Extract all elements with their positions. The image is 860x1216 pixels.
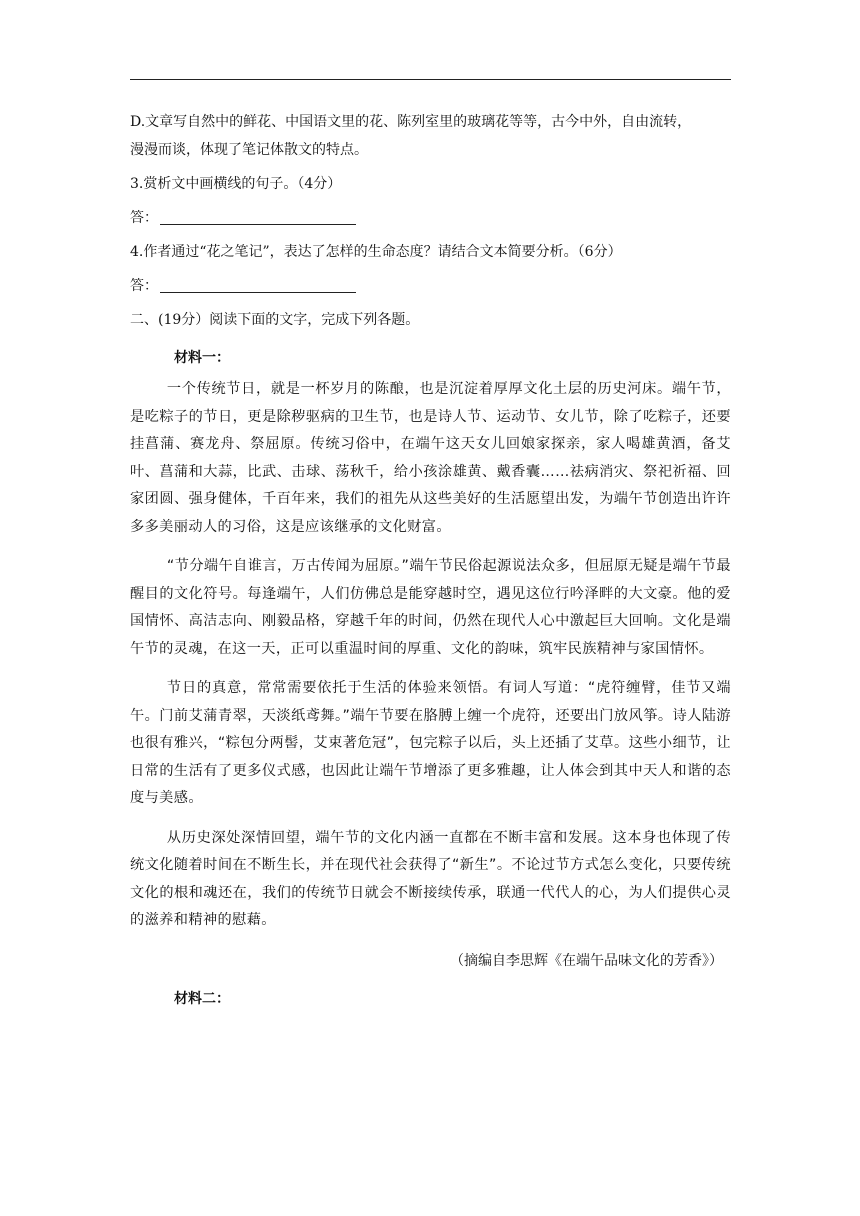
section-two-title: 二、(19分）阅读下面的文字，完成下列各题。 (130, 312, 420, 328)
material-one-paragraph: 节日的真意，常常需要依托于生活的体验来领悟。有词人写道：“虎符缠臂，佳节又端午。门前艾蒲青翠，天淡纸鸢舞。”端午节要在胳膊上缠一个虎符，还要出门放风筝。诗人陆游也很有雅兴，“粽包分两髻，艾束著危冠”，包完粽子以后，头上还插了艾草。这些小细节，让日常的生活有了更多仪式感，也因此让端午节增添了更多雅趣，让人体会到其中天人和谐的态度与美感。 (130, 680, 731, 806)
material-one-paragraph: 从历史深处深情回望，端午节的文化内涵一直都在不断丰富和发展。这本身也体现了传统文化随着时间在不断生长，并在现代社会获得了“新生”。不论过节方式怎么变化，只要传统文化的根和魂还在，我们的传统节日就会不断接续传承，联通一代代人的心，为人们提供心灵的滋养和精神的慰藉。 (130, 829, 731, 928)
answer-blank-line[interactable] (160, 275, 356, 293)
header-rule (130, 79, 731, 80)
question-4: 4.作者通过“花之笔记”，表达了怎样的生命态度？请结合文本简要分析。（6分） (130, 244, 622, 260)
question-4-answer (130, 272, 731, 300)
question-3-answer (130, 204, 731, 232)
material-one-paragraph: 一个传统节日，就是一杯岁月的陈酿，也是沉淀着厚厚文化土层的历史河床。端午节，是吃粽子的节日，更是除秽驱病的卫生节，也是诗人节、运动节、女儿节，除了吃粽子，还要挂菖蒲、赛龙舟、祭屈原。传统习俗中，在端午这天女儿回娘家探亲，家人喝雄黄酒，备艾叶、菖蒲和大蒜，比武、击球、荡秋千，给小孩涂雄黄、戴香囊……祛病消灾、祭祀祈福、回家团圆、强身健体，千百年来，我们的祖先从这些美好的生活愿望出发，为端午节创造出许许多多美丽动人的习俗，这是应该继承的文化财富。 (130, 381, 731, 535)
question-3: 3.赏析文中画横线的句子。（4分） (130, 176, 342, 192)
material-one-paragraph: “节分端午自谁言，万古传闻为屈原。”端午节民俗起源说法众多，但屈原无疑是端午节最醒目的文化符号。每逢端午，人们仿佛总是能穿越时空，遇见这位行吟泽畔的大文豪。他的爱国情怀、高洁志向、刚毅品格，穿越千年的时间，仍然在现代人心中激起巨大回响。文化是端午节的灵魂，在这一天，正可以重温时间的厚重、文化的韵味，筑牢民族精神与家国情怀。 (130, 558, 731, 657)
option-d-line1: D.文章写自然中的鲜花、中国语文里的花、陈列室里的玻璃花等等，古今中外，自由流转， (130, 114, 692, 130)
option-d-line2: 漫漫而谈，体现了笔记体散文的特点。 (130, 142, 368, 158)
option-d (130, 108, 731, 164)
answer-blank-line[interactable] (160, 207, 356, 225)
answer-label: 答： (130, 210, 158, 226)
material-one-source: （摘编自李思辉《在端午品味文化的芳香》） (450, 952, 723, 969)
document-body (130, 108, 731, 1017)
material-one-heading: 材料一： (174, 350, 230, 366)
material-two-heading: 材料二： (174, 990, 230, 1007)
answer-label: 答： (130, 278, 158, 294)
